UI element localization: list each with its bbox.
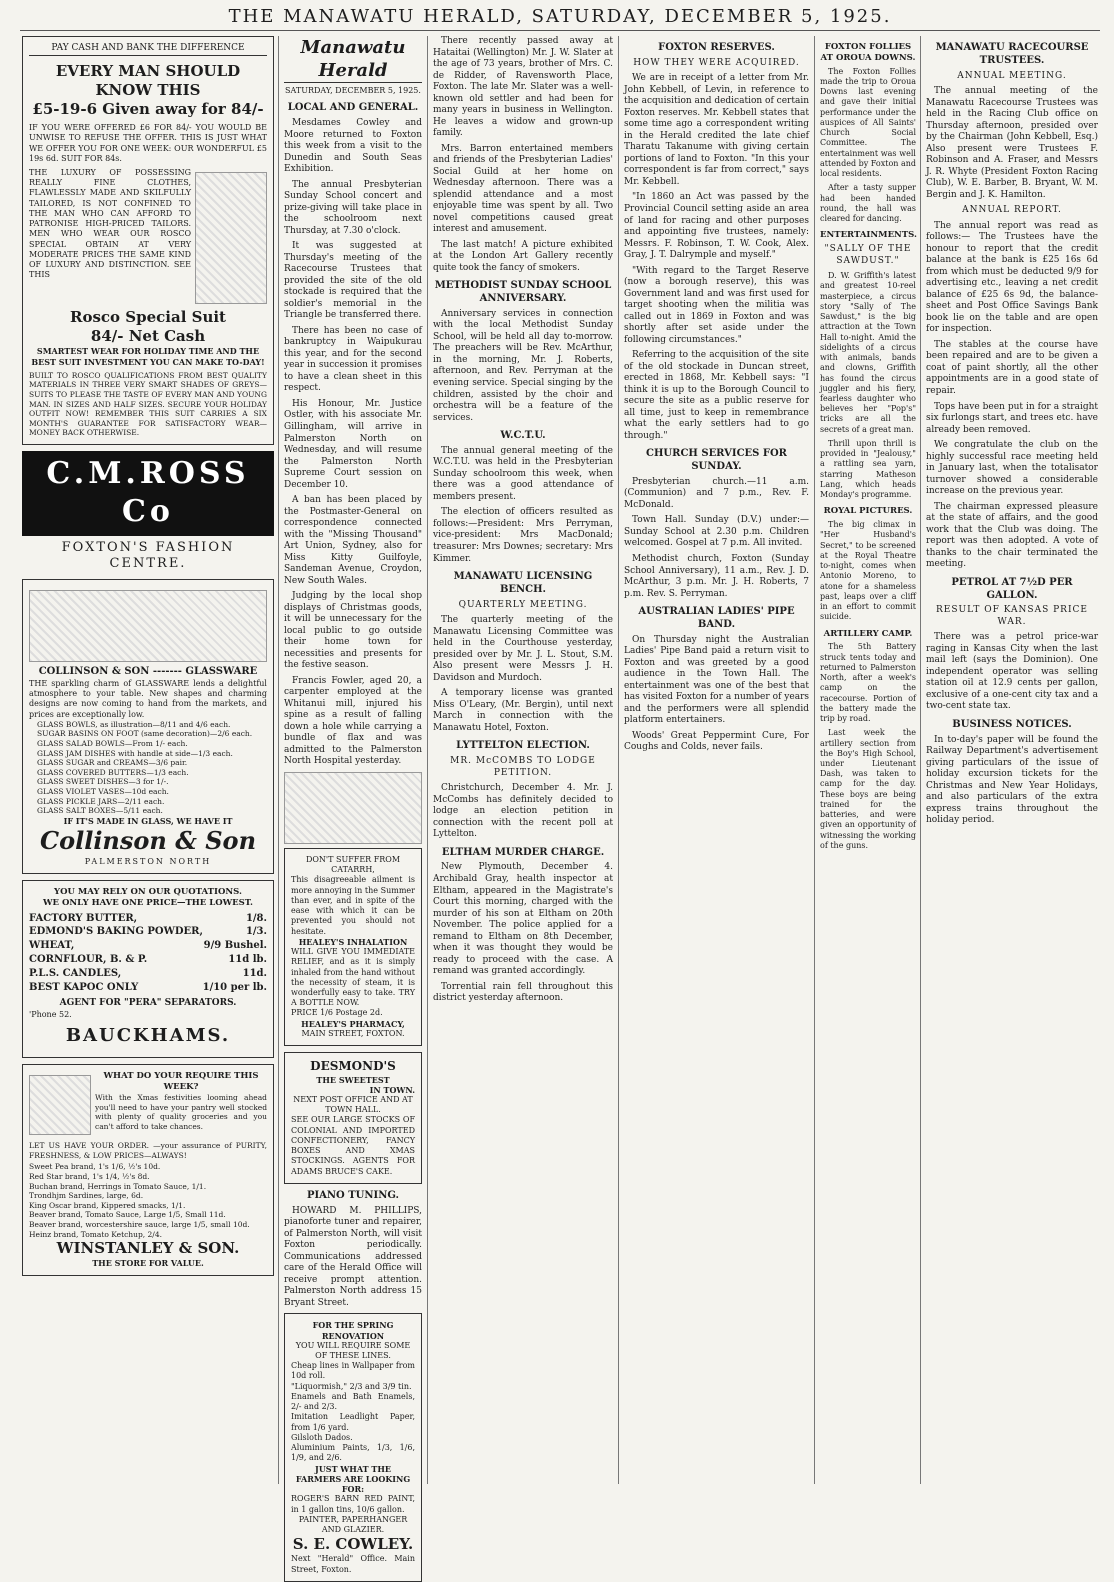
- section-subheading: QUARTERLY MEETING.: [458, 599, 588, 610]
- list-item: Heinz brand, Tomato Ketchup, 2/4.: [29, 1229, 162, 1239]
- section-subheading: "SALLY OF THE SAWDUST.": [824, 244, 912, 266]
- one-price-heading: WE ONLY HAVE ONE PRICE—THE LOWEST.: [43, 897, 253, 908]
- list-item: GLASS PICKLE JARS—2/11 each.: [37, 796, 165, 806]
- section-heading: METHODIST SUNDAY SCHOOL ANNIVERSARY.: [434, 280, 612, 305]
- section-heading: ARTILLERY CAMP.: [823, 628, 913, 639]
- news-paragraph: Judging by the local shop displays of Christmas goods, it will be unnecessary for the local public to go outside their home town for necessities and presents for the festive season.: [284, 591, 422, 671]
- section-heading: MANAWATU LICENSING BENCH.: [453, 571, 593, 595]
- phone-number: 'Phone 52.: [29, 1009, 72, 1019]
- column-rule: [814, 36, 815, 1484]
- news-paragraph: Tops have been put in for a straight six furlongs start, and trees etc. have already been removed.: [926, 401, 1098, 435]
- news-paragraph: Francis Fowler, aged 20, a carpenter employed at the Whitanui mill, injured his spine as a result of falling down a hole while carrying a bundle of flax and was admitted to the Palmerston North Hospital yesterday.: [284, 675, 422, 767]
- table-row: BEST KAPOC ONLY 1/10 per lb.: [29, 981, 267, 993]
- news-paragraph: HOWARD M. PHILLIPS, pianoforte tuner and repairer, of Palmerston North, will visit Foxton periodically. Communications addressed care of the Herald Office will receive prompt attention. Palmerston North address 15 Bryant Street.: [284, 1205, 422, 1308]
- news-paragraph: Thrill upon thrill is provided in "Jealousy," a rattling sea yarn, starring Matheson Lang, which heads Monday's programme.: [820, 438, 916, 500]
- news-paragraph: New Plymouth, December 4. Archibald Gray, health inspector at Eltham, appeared in the Magistrate's Court this morning, charged with the murder of his son at Eltham on 20th November. The police applied for a remand to Eltham on 8th December, when it was thought they would be ready to proceed with the case. A remand was granted accordingly.: [433, 862, 613, 977]
- section-subheading: RESULT OF KANSAS PRICE WAR.: [936, 605, 1088, 627]
- healey-text: WILL GIVE YOU IMMEDIATE RELIEF, and as it is simply inhaled from the hand without the necessity of steam, it is wonderfully easy to take. TRY A BOTTLE NOW.: [291, 947, 415, 1008]
- news-paragraph: The annual Presbyterian Sunday School concert and prize-giving will take place in the schoolroom next Thursday, at 7.30 o'clock.: [284, 179, 422, 236]
- list-item: Trondhjm Sardines, large, 6d.: [29, 1191, 144, 1201]
- order-text: LET US HAVE YOUR ORDER. —your assurance of PURITY, FRESHNESS, & LOW PRICES—ALWAYS!: [29, 1141, 267, 1160]
- news-paragraph: The 5th Battery struck tents today and returned to Palmerston North, after a week's camp on the racecourse. Portion of the battery made the trip by road.: [820, 642, 916, 724]
- in-town-label: IN TOWN.: [369, 1084, 415, 1095]
- news-paragraph: The annual general meeting of the W.C.T.U. was held in the Presbyterian Sunday schoolroom this week, when there was a good attendance of members present.: [433, 445, 613, 502]
- column-rule: [920, 36, 921, 1484]
- news-paragraph: The election of officers resulted as follows:—President: Mrs Perryman, vice-president: Mrs MacDonald; treasurer: Mrs Downes; secretary: Mrs Kimmer.: [433, 507, 613, 564]
- news-paragraph: Last week the artillery section from the Boy's High School, under Lieutenant Dash, was taken to camp for the day. These boys are being trained for the batteries, and were given an opportunity of witnessing the working of the guns.: [820, 728, 916, 850]
- section-subheading: HOW THEY WERE ACQUIRED.: [633, 57, 800, 68]
- list-item: Buchan brand, Herrings in Tomato Sauce, 1/1.: [29, 1181, 207, 1191]
- news-paragraph: "With regard to the Target Reserve (now a borough reserve), this was Government land and was first used for target shooting when the militia was called out in 1869 in Foxton and was shortly after set aside under the following circumstances.": [624, 265, 809, 345]
- ad-column: [22, 36, 274, 1484]
- news-paragraph: Christchurch, December 4. Mr. J. McCombs has definitely decided to lodge an election petition in connection with the recent poll at Lyttelton.: [433, 783, 613, 840]
- rosco-ad: [22, 36, 274, 445]
- news-paragraph: "In 1860 an Act was passed by the Provincial Council setting aside an area of land for racing and other purposes and appointing five trustees, namely: Messrs. F. Robinson, T. W. Cook, Alex. Gray, J. T. Dalrymple and myself.": [624, 192, 809, 261]
- healey-heading: HEALEY'S INHALATION: [298, 936, 408, 947]
- man-portrait-illustration: [284, 772, 422, 844]
- collinson-logo: Collinson & Son: [39, 825, 257, 855]
- bauckhams-name: BAUCKHAMS.: [65, 1025, 231, 1047]
- section-heading: FOXTON FOLLIES AT OROUA DOWNS.: [820, 42, 916, 63]
- spring-sub: YOU WILL REQUIRE SOME OF THESE LINES.: [295, 1340, 411, 1360]
- local-news-column: [284, 36, 422, 1574]
- glass-intro: THE sparkling charm of GLASSWARE lends a delightful atmosphere to your table. New shapes and charming designs are now coming to hand from the markets, and prices are exceptionally low.: [29, 678, 267, 719]
- section-heading: CHURCH SERVICES FOR SUNDAY.: [646, 448, 787, 473]
- section-subheading: ANNUAL REPORT.: [962, 205, 1062, 216]
- section-heading: AUSTRALIAN LADIES' PIPE BAND.: [638, 606, 795, 630]
- pera-agent: AGENT FOR "PERA" SEPARATORS.: [59, 998, 237, 1009]
- section-heading: W.C.T.U.: [500, 430, 546, 442]
- news-paragraph: Anniversary services in connection with the local Methodist Sunday School, will be held all day to-morrow. The preachers will be Rev. McArthur, in the morning, Mr. J. Roberts, afternoon, and Rev. Perryman at the evening service. Special singing by the children, assisted by the choir and orchestra will be a feature of the services.: [433, 308, 613, 423]
- news-paragraph: The annual report was read as follows:— The Trustees have the honour to report that the credit balance at the bank is £25 16s 6d from which must be deducted 9/9 for advertising etc., leaving a net credit balance of £25 6s 9d, the balance-sheet and Post Office Savings Bank book lie on the table and are open for inspection.: [926, 220, 1098, 335]
- column-rule: [618, 36, 619, 1484]
- list-item: Cheap lines in Wallpaper from 10d roll.: [291, 1361, 415, 1381]
- news-paragraph: The Foxton Follies made the trip to Oroua Downs last evening and gave their initial performance under the auspices of All Saints' Church Social Committee. The entertainment was well attended by Foxton and local residents.: [820, 66, 916, 179]
- winstanley-name: WINSTANLEY & SON.: [56, 1239, 240, 1258]
- rely-heading: YOU MAY RELY ON OUR QUOTATIONS.: [54, 886, 242, 897]
- desmond-name: DESMOND'S: [310, 1059, 396, 1074]
- list-item: GLASS SALT BOXES—5/11 each.: [37, 806, 163, 816]
- dateline: SATURDAY, DECEMBER 5, 1925.: [285, 86, 421, 96]
- news-paragraph: On Thursday night the Australian Ladies' Pipe Band paid a return visit to Foxton and was greeted by a good audience in the Town Hall. The entertainment was one of the best that has visited Foxton for a number of years and the performers were all splendid platform entertainers.: [624, 634, 809, 726]
- news-paragraph: Mesdames Cowley and Moore returned to Foxton this week from a visit to the Dunedin and South Seas Exhibition.: [284, 118, 422, 175]
- smartest-text: SMARTEST WEAR FOR HOLIDAY TIME AND THE BEST SUIT INVESTMENT YOU CAN MAKE TO-DAY!: [31, 346, 265, 367]
- list-item: GLASS SALAD BOWLS—From 1/- each.: [37, 738, 188, 748]
- farmers-heading: JUST WHAT THE FARMERS ARE LOOKING FOR:: [295, 1463, 411, 1495]
- list-item: King Oscar brand, Kippered smacks, 1/1.: [29, 1200, 186, 1210]
- xmas-text: With the Xmas festivities looming ahead you'll need to have your pantry well stocked with plenty of quality groceries and you can't afford to take chances.: [95, 1092, 267, 1131]
- luxury-text: THE LUXURY OF POSSESSING REALLY FINE CLOTHES, FLAWLESSLY MADE AND SKILFULLY TAILORED, IS NOT CONFINED TO THE MAN WHO CAN AFFORD TO PATRONISE HIGH-PRICED TAILORS. MEN WHO WEAR OUR ROSCO SPECIAL OBTAIN AT VERY MODERATE PRICES THE SAME KIND OF LUXURY AND DISTINCTION. SEE THIS: [29, 168, 191, 280]
- news-paragraph: Mrs. Barron entertained members and friends of the Presbyterian Ladies' Social Guild at her home on Wednesday afternoon. There was a splendid attendance and a most enjoyable time was spent by all. Two novel competitions caused great interest and amusement.: [433, 143, 613, 235]
- section-heading: PETROL AT 7½D PER GALLON.: [951, 576, 1073, 601]
- news-paragraph: Presbyterian church.—11 a.m. (Communion) and 7 p.m., Rev. F. McDonald.: [624, 476, 809, 510]
- desmond-ad: [284, 1052, 422, 1184]
- list-item: GLASS SUGAR and CREAMS—3/6 pair.: [37, 758, 188, 768]
- section-heading: ELTHAM MURDER CHARGE.: [441, 846, 605, 858]
- news-paragraph: There recently passed away at Hataitai (Wellington) Mr. J. W. Slater at the age of 73 years, brother of Mrs. C. de Ridder, of Ravensworth Place, Foxton. The late Mr. Slater was a well-known old settler and had been for many years in business in Wellington. He leaves a widow and grown-up family.: [433, 36, 613, 139]
- healey-ad: [284, 848, 422, 1046]
- list-item: SUGAR BASINS ON FOOT (same decoration)—2/6 each.: [37, 729, 253, 739]
- fashion-centre: FOXTON'S FASHION CENTRE.: [61, 539, 235, 572]
- news-paragraph: D. W. Griffith's latest and greatest 10-reel masterpiece, a circus story "Sally of The Sawdust," is the big attraction at the Town Hall to-night. Amid the sidelights of a circus with animals, bands and clowns, Griffith has found the circus juggler and his fiery, fearless daughter who believes her "Pop's" tricks are all the secrets of a great man.: [820, 271, 916, 434]
- list-item: Enamels and Bath Enamels, 2/- and 2/3.: [291, 1391, 415, 1412]
- palmerston-label: PALMERSTON NORTH: [84, 856, 212, 866]
- pharmacy-name: HEALEY'S PHARMACY,: [301, 1018, 405, 1029]
- news-paragraph: We congratulate the club on the highly successful race meeting held in January last, when the totalisator turnover showed a considerable increase on the previous year.: [926, 440, 1098, 497]
- news-paragraph: Referring to the acquisition of the site of the old stockade in Duncan street, erected in 1868, Mr. Kebbell says: "I think it is up to the Borough Council to secure the site as a public reserve for all time, just to keep in remembrance what the early settlers had to go through.": [624, 350, 809, 441]
- section-heading: ROYAL PICTURES.: [823, 506, 913, 517]
- news-paragraph: After a tasty supper had been handed round, the hall was cleared for dancing.: [820, 183, 916, 224]
- cowley-address: Next "Herald" Office. Main Street, Foxton.: [291, 1554, 415, 1574]
- news-paragraph: The annual meeting of the Manawatu Racecourse Trustees was held in the Racing Club office on Thursday afternoon, presided over by the Chairman (John Kebbell, Esq.) Also present were Trustees F. Robinson and A. Fraser, and Messrs J. R. Whyte (President Foxton Racing Club), W. E. Barber, B. Bryant, W. M. Bergin and J. K. Hamilton.: [926, 86, 1098, 200]
- every-man-heading: EVERY MAN SHOULD KNOW THIS: [55, 61, 241, 99]
- section-heading: LOCAL AND GENERAL.: [287, 102, 419, 114]
- man-figure-illustration: [195, 172, 267, 304]
- spring-heading: FOR THE SPRING RENOVATION: [312, 1320, 394, 1341]
- section-heading: BUSINESS NOTICES.: [952, 718, 1072, 730]
- news-paragraph: Methodist church, Foxton (Sunday School Anniversary), 11 a.m., Rev. J. D. McArthur, 3 p.m. Mr. J. H. Roberts, 7 p.m. Rev. S. Perryman.: [624, 553, 809, 599]
- pharmacy-address: MAIN STREET, FOXTON.: [301, 1028, 405, 1038]
- list-item: Red Star brand, 1's 1/4, ½'s 8d.: [29, 1172, 150, 1181]
- offer-text: IF YOU WERE OFFERED £6 FOR 84/- YOU WOULD BE UNWISE TO REFUSE THE OFFER. THIS IS JUST WHAT WE OFFER YOU FOR ONE WEEK: OUR WONDERFUL £5 19s 6d. SUIT FOR 84s.: [29, 123, 267, 163]
- news-paragraph: There has been no case of bankruptcy in Waipukurau this year, and for the second year in succession it promises to have a clean sheet in this respect.: [284, 325, 422, 394]
- news-paragraph: Town Hall. Sunday (D.V.) under:—Sunday School at 2.30 p.m. Children welcomed. Gospel at 7 p.m. All invited.: [624, 515, 809, 549]
- cowley-name: S. E. COWLEY.: [292, 1535, 414, 1554]
- news-paragraph: The chairman expressed pleasure at the state of affairs, and the good work that the Club was doing. The report was then adopted. A vote of thanks to the chair terminated the meeting.: [926, 501, 1098, 570]
- catarrh-text: This disagreeable ailment is more annoying in the Summer than ever, and in spite of the ease with which it can be prevented you should not hesitate.: [291, 875, 415, 936]
- section-heading: PIANO TUNING.: [306, 1189, 400, 1201]
- built-text: BUILT TO ROSCO QUALIFICATIONS FROM BEST QUALITY MATERIALS IN THREE VERY SMART SHADES OF GREYS—SUITS TO PLEASE THE TASTE OF EVERY MAN AND YOUNG MAN. IN SIZES AND HALF SIZES. SECURE YOUR HOLIDAY OUTFIT NOW! REMEMBER THIS SUIT CARRIES A SIX MONTH'S GUARANTEE FOR SATISFACTORY WEAR—MONEY BACK OTHERWISE.: [29, 370, 267, 438]
- news-paragraph: We are in receipt of a letter from Mr. John Kebbell, of Levin, in reference to the acquisition and dedication of certain Foxton reserves. Mr. Kebbell states that some time ago a correspondent writing in the Herald credited the late chief Tharatu Takanume with giving certain portions of land to Foxton. "In this your correspondent is far from correct," says Mr. Kebbell.: [624, 73, 809, 187]
- require-heading: WHAT DO YOUR REQUIRE THIS WEEK?: [103, 1071, 259, 1093]
- grocery-box-illustration: [29, 1075, 91, 1135]
- given-away-heading: £5-19-6 Given away for 84/-: [32, 99, 264, 118]
- section-heading: FOXTON RESERVES.: [658, 42, 775, 53]
- list-item: Imitation Leadlight Paper, from 1/6 yard.: [291, 1412, 415, 1432]
- glass-list: [29, 720, 267, 816]
- rosco-heading: Rosco Special Suit: [70, 308, 226, 327]
- table-row: EDMOND'S BAKING POWDER, 1/3.: [29, 926, 267, 938]
- news-paragraph: Torrential rain fell throughout this district yesterday afternoon.: [433, 981, 613, 1004]
- news-paragraph: His Honour, Mr. Justice Ostler, with his associate Mr. Gillingham, will arrive in Palmerston North on Wednesday, and will resume the Palmerston North Supreme Court session on December 10.: [284, 398, 422, 490]
- net-cash-heading: 84/- Net Cash: [90, 327, 206, 346]
- healey-price: PRICE 1/6 Postage 2d.: [291, 1008, 383, 1018]
- list-item: Aluminium Paints, 1/3, 1/6, 1/9, and 2/6.: [291, 1443, 415, 1463]
- news-paragraph: A temporary license was granted Miss O'Leary, (Mr. Bergin), until next March in connection with the Manawatu Hotel, Foxton.: [433, 688, 613, 733]
- section-subheading: ANNUAL MEETING.: [957, 70, 1067, 81]
- section-heading: ENTERTAINMENTS.: [820, 230, 917, 241]
- list-item: GLASS BOWLS, as illustration—8/11 and 4/6 each.: [37, 719, 231, 729]
- glass-bowl-illustration: [29, 590, 267, 662]
- section-subheading: MR. McCOMBS TO LODGE PETITION.: [450, 756, 596, 778]
- list-item: GLASS COVERED BUTTERS—1/3 each.: [37, 767, 189, 777]
- table-row: P.L.S. CANDLES, 11d.: [29, 967, 267, 979]
- ross-banner: C.M.ROSS Co: [22, 451, 274, 536]
- grocery-list: [29, 1162, 267, 1239]
- news-paragraph: There was a petrol price-war raging in Kansas City when the last mail left (says the Dominion). One independent operator was selling station oil at 12.9 cents per gallon, exclusive of a one-cent city tax and a two-cent state tax.: [926, 632, 1098, 712]
- cowley-ad: [284, 1313, 422, 1582]
- list-item: Sweet Pea brand, 1's 1/6, ½'s 10d.: [29, 1162, 161, 1172]
- news-paragraph: Woods' Great Peppermint Cure, For Coughs and Colds, never fails.: [624, 730, 809, 753]
- list-item: Beaver brand, worcestershire sauce, large 1/5, small 10d.: [29, 1219, 250, 1229]
- masthead: THE MANAWATU HERALD, SATURDAY, DECEMBER 5, 1925.: [20, 6, 1100, 31]
- list-item: GLASS VIOLET VASES—10d each.: [37, 786, 169, 796]
- news-paragraph: The big climax in "Her Husband's Secret," to be screened at the Royal Theatre to-night, comes when Antonio Moreno, to atone for a shameless past, leaps over a cliff in an effort to commit suicide.: [820, 520, 916, 622]
- pay-cash-banner: PAY CASH AND BANK THE DIFFERENCE: [29, 43, 267, 56]
- news-column-5: [820, 36, 916, 1484]
- list-item: GLASS JAM DISHES with handle at side—1/3 each.: [37, 748, 233, 758]
- bauckhams-ad: [22, 880, 274, 1058]
- glass-tagline: IF IT'S MADE IN GLASS, WE HAVE IT: [63, 815, 233, 826]
- painter-label: PAINTER, PAPERHANGER AND GLAZIER.: [298, 1514, 408, 1534]
- table-row: CORNFLOUR, B. & P. 11d lb.: [29, 954, 267, 966]
- news-column-6: [926, 36, 1098, 1484]
- store-tagline: THE STORE FOR VALUE.: [92, 1258, 204, 1269]
- paper-title: Manawatu Herald: [284, 36, 422, 83]
- column-rule: [278, 36, 279, 1484]
- collinson-ad: [22, 579, 274, 874]
- list-item: GLASS SWEET DISHES—3 for 1/-.: [37, 777, 169, 787]
- table-row: WHEAT, 9/9 Bushel.: [29, 940, 267, 952]
- news-column-4: [624, 36, 809, 1484]
- section-heading: LYTTELTON ELECTION.: [456, 740, 590, 752]
- news-paragraph: The quarterly meeting of the Manawatu Licensing Committee was held in the Courthouse yesterday, presided over by Mr. J. L. Stout, S.M. Also present were Messrs J. H. Davidson and Murdoch.: [433, 615, 613, 683]
- news-paragraph: The stables at the course have been repaired and are to be given a coat of paint shortly, all the other appointments are in a good state of repair.: [926, 339, 1098, 396]
- table-row: FACTORY BUTTER, 1/8.: [29, 912, 267, 924]
- list-item: Gilsloth Dados.: [291, 1432, 353, 1442]
- list-item: Beaver brand, Tomato Sauce, Large 1/5, Small 11d.: [29, 1210, 226, 1220]
- collinson-heading: COLLINSON & SON ------- GLASSWARE: [38, 666, 258, 678]
- desmond-address: NEXT POST OFFICE AND AT TOWN HALL.: [293, 1094, 413, 1115]
- news-paragraph: The last match! A picture exhibited at the London Art Gallery recently quite took the fancy of smokers.: [433, 239, 613, 273]
- column-rule: [427, 36, 428, 1484]
- catarrh-heading: DON'T SUFFER FROM CATARRH,: [305, 854, 401, 875]
- sweetest-label: THE SWEETEST: [316, 1074, 390, 1085]
- news-paragraph: A ban has been placed by the Postmaster-General on correspondence connected with the "Missing Thousand" Art Union, Sydney, also for Miss Kitty Guilfoyle, Sandeman Avenue, Croydon, New South Wales.: [284, 495, 422, 586]
- farmers-text: ROGER'S BARN RED PAINT, in 1 gallon tins, 10/6 gallon.: [291, 1494, 415, 1514]
- desmond-text: SEE OUR LARGE STOCKS OF COLONIAL AND IMPORTED CONFECTIONERY, FANCY BOXES AND XMAS STOCKINGS. AGENTS FOR ADAMS BRUCE'S CAKE.: [291, 1115, 415, 1176]
- news-paragraph: It was suggested at Thursday's meeting of the Racecourse Trustees that provided the site of the old stockade is required that the soldier's memorial in the Triangle be transferred there.: [284, 241, 422, 321]
- section-heading: MANAWATU RACECOURSE TRUSTEES.: [935, 42, 1089, 66]
- news-paragraph: In to-day's paper will be found the Railway Department's advertisement giving particulars of the issue of holiday excursion tickets for the Christmas and New Year Holidays, and also particulars of the extra express trains throughout the holiday period.: [926, 734, 1098, 826]
- list-item: "Liquormish," 2/3 and 3/9 tin.: [291, 1381, 412, 1391]
- winstanley-ad: [22, 1064, 274, 1275]
- news-column-3: [433, 36, 613, 1484]
